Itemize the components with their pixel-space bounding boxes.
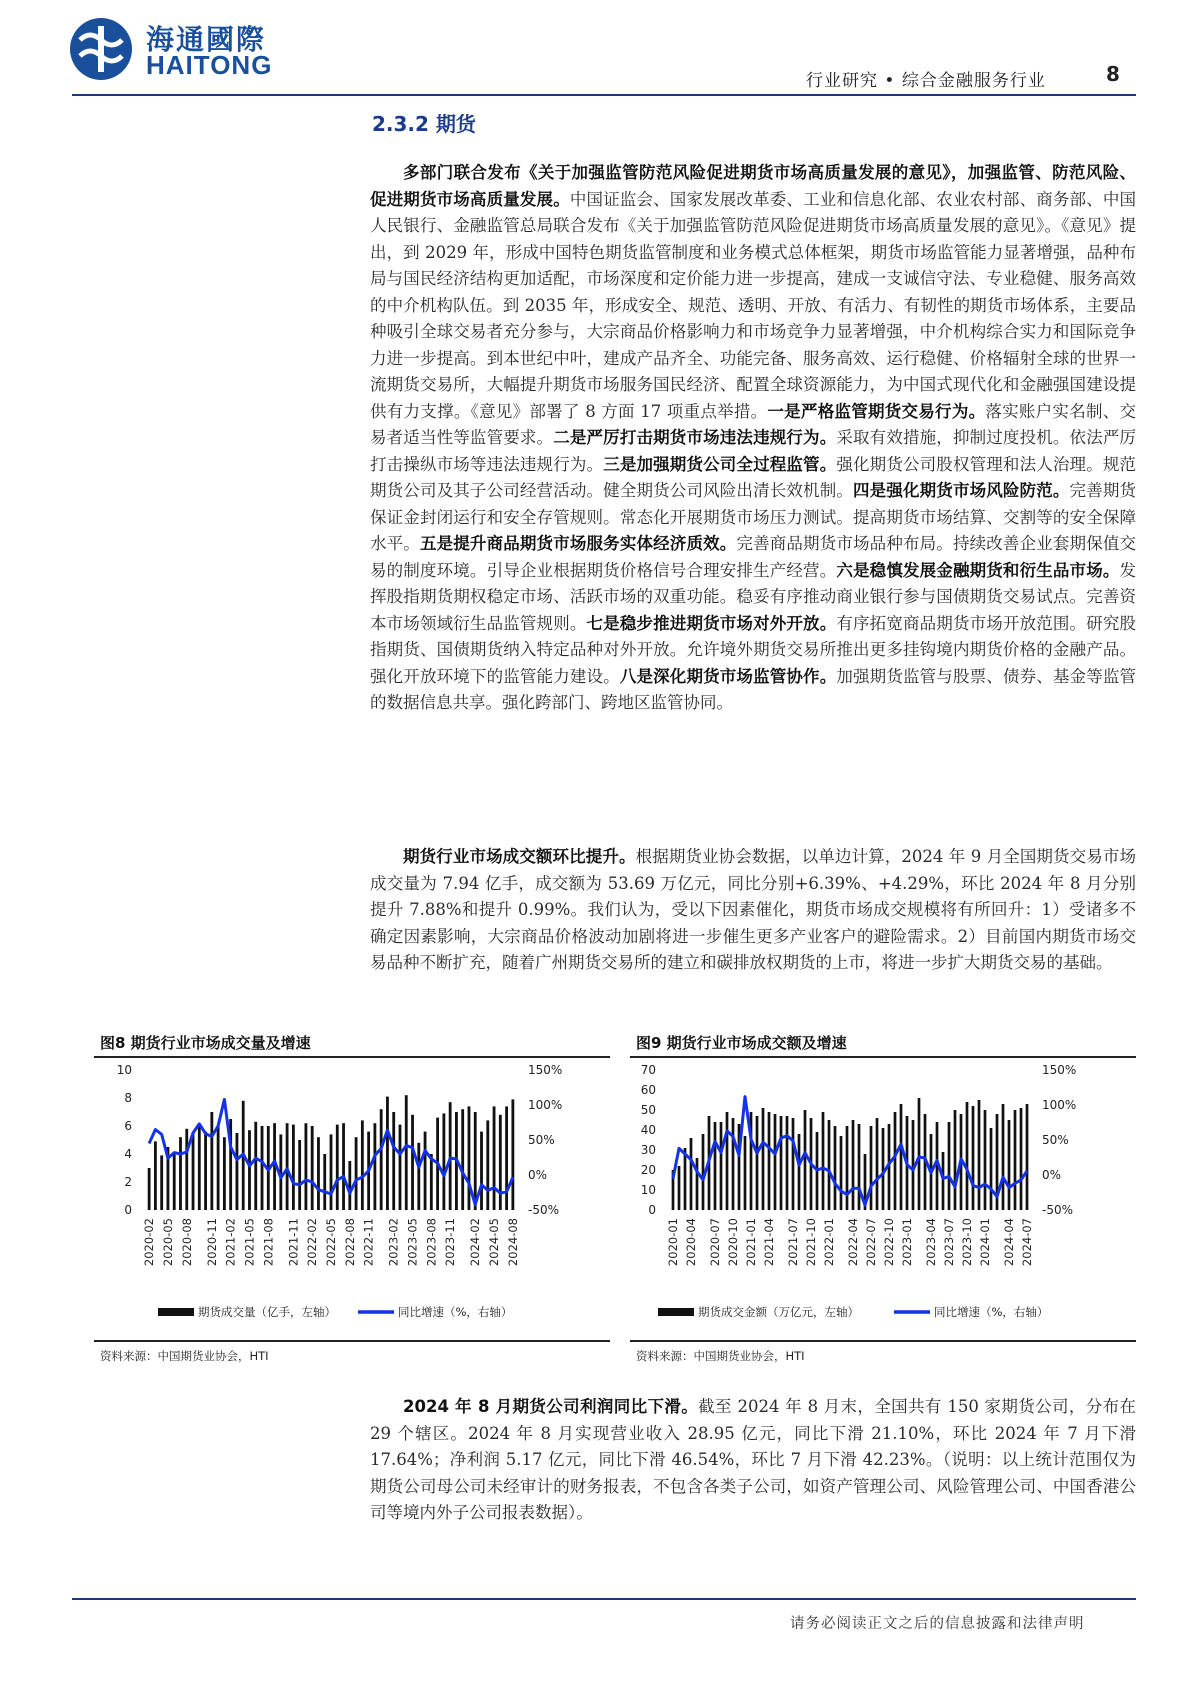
volume-bar xyxy=(417,1143,420,1210)
volume-bar xyxy=(690,1138,693,1210)
y-left-tick-label: 70 xyxy=(640,1063,656,1077)
logo-text-cn: 海通國際 xyxy=(146,23,267,56)
volume-bar xyxy=(1008,1120,1011,1210)
volume-bar xyxy=(192,1133,195,1210)
volume-bar xyxy=(430,1154,433,1210)
x-tick-label: 2023-02 xyxy=(386,1218,401,1267)
x-tick-label: 2021-05 xyxy=(242,1218,257,1267)
volume-bar xyxy=(804,1110,807,1210)
volume-bar xyxy=(185,1129,188,1210)
volume-bar xyxy=(173,1153,176,1210)
volume-bar xyxy=(179,1137,182,1210)
volume-bar xyxy=(918,1098,921,1210)
volume-bar xyxy=(474,1112,477,1210)
volume-bar xyxy=(714,1122,717,1210)
x-tick-label: 2024-04 xyxy=(1002,1218,1016,1267)
legend-line-label: 同比增速（%，右轴） xyxy=(398,1305,513,1319)
volume-bar xyxy=(774,1114,777,1210)
y-left-tick-label: 40 xyxy=(640,1123,656,1137)
volume-bar xyxy=(954,1110,957,1210)
volume-bar xyxy=(323,1154,326,1210)
volume-bar xyxy=(160,1155,163,1210)
y-left-tick-label: 0 xyxy=(648,1203,656,1217)
volume-bar xyxy=(317,1137,320,1210)
volume-bar xyxy=(405,1095,408,1210)
header xyxy=(0,0,1200,100)
volume-bar xyxy=(342,1123,345,1210)
volume-bar xyxy=(254,1122,257,1210)
y-right-tick-label: 150% xyxy=(1042,1063,1077,1077)
volume-bar xyxy=(493,1106,496,1210)
x-tick-label: 2023-08 xyxy=(424,1218,439,1267)
volume-bar xyxy=(1002,1104,1005,1210)
volume-bar xyxy=(236,1133,239,1210)
volume-bar xyxy=(223,1137,226,1210)
volume-bar xyxy=(336,1125,339,1210)
volume-bar xyxy=(894,1112,897,1210)
volume-bar xyxy=(217,1126,220,1210)
y-right-tick-label: 100% xyxy=(1042,1098,1077,1112)
volume-bar xyxy=(355,1137,358,1210)
paragraph-market-volume: 期货行业市场成交额环比提升。根据期货业协会数据，以单边计算，2024 年 9 月全国期货交易市场成交量为 7.94 亿手，成交额为 53.69 万亿元，同比分别+6.39%、+4.29%，环比 2024 年 8 月分别提升 7.88%和提升 0.99%。我们认为，受以下因素催化，期货市场成交规模将有所回升：1）受诸多不确定因素影响，大宗商品价格波动加剧将进一步催生更多产业客户的避险需求。2）目前国内期货市场交易品种不断扩充，随着广州期货交易所的建立和碳排放权期货的上市，将进一步扩大期货交易的基础。 xyxy=(370,847,1136,972)
volume-bar xyxy=(858,1124,861,1210)
y-right-tick-label: 150% xyxy=(528,1063,563,1077)
legend-bar-label: 期货成交金额（万亿元，左轴） xyxy=(698,1305,859,1319)
volume-bar xyxy=(900,1104,903,1210)
x-tick-label: 2020-04 xyxy=(684,1218,698,1267)
volume-bar xyxy=(1026,1104,1029,1210)
volume-bar xyxy=(840,1136,843,1210)
volume-bar xyxy=(380,1109,383,1210)
volume-bar xyxy=(696,1158,699,1210)
legend-line-label: 同比增速（%，右轴） xyxy=(934,1305,1049,1319)
x-tick-label: 2020-01 xyxy=(666,1218,680,1267)
volume-bar xyxy=(972,1106,975,1210)
volume-bar xyxy=(424,1132,427,1210)
y-left-tick-label: 0 xyxy=(124,1203,132,1217)
y-left-tick-label: 50 xyxy=(640,1103,656,1117)
volume-bar xyxy=(204,1132,207,1210)
volume-bar xyxy=(198,1126,201,1210)
y-left-tick-label: 2 xyxy=(124,1175,132,1189)
volume-bar xyxy=(768,1112,771,1210)
volume-bar xyxy=(726,1112,729,1210)
volume-bar xyxy=(449,1102,452,1210)
volume-bar xyxy=(984,1110,987,1210)
x-tick-label: 2024-02 xyxy=(468,1218,483,1267)
paragraph-company-profit: 2024 年 8 月期货公司利润同比下滑。截至 2024 年 8 月末，全国共有 150 家期货公司，分布在 29 个辖区。2024 年 8 月实现营业收入 28.95 亿元，同比下滑 21.10%，环比 2024 年 7 月下滑 17.64%；净利润 5.17 亿元，同比下滑 46.54%，环比 7 月下滑 42.23%。（说明：以上统计范围仅为期货公司母公司未经审计的财务报表，不包含各类子公司，如资产管理公司、风险管理公司、中国香港公司等境内外子公司报表数据）。 xyxy=(370,1397,1137,1522)
volume-bar xyxy=(298,1140,301,1210)
legend-bar-swatch xyxy=(658,1308,694,1316)
volume-chart xyxy=(94,1060,610,1340)
y-left-tick-label: 20 xyxy=(640,1163,656,1177)
x-tick-label: 2020-10 xyxy=(726,1218,740,1267)
volume-bar xyxy=(286,1123,289,1210)
figure-title: 图9 期货行业市场成交额及增速 xyxy=(636,1034,847,1052)
volume-bar xyxy=(846,1126,849,1210)
volume-bar xyxy=(392,1112,395,1210)
volume-bar xyxy=(684,1148,687,1210)
volume-bar xyxy=(411,1115,414,1210)
volume-bar xyxy=(373,1123,376,1210)
y-right-tick-label: 100% xyxy=(528,1098,563,1112)
volume-bar xyxy=(870,1126,873,1210)
x-tick-label: 2023-01 xyxy=(900,1218,914,1267)
header-divider xyxy=(72,94,1136,96)
y-right-tick-label: 0% xyxy=(1042,1168,1062,1182)
x-tick-label: 2021-02 xyxy=(223,1218,238,1267)
y-left-tick-label: 6 xyxy=(124,1119,132,1133)
x-tick-label: 2020-02 xyxy=(142,1218,157,1267)
volume-bar xyxy=(744,1136,747,1210)
x-tick-label: 2022-07 xyxy=(864,1218,878,1267)
x-tick-label: 2021-11 xyxy=(286,1218,301,1267)
volume-bar xyxy=(468,1106,471,1210)
figure-title-rule xyxy=(94,1056,610,1058)
y-left-tick-label: 60 xyxy=(640,1083,656,1097)
y-right-tick-label: -50% xyxy=(1042,1203,1074,1217)
volume-bar xyxy=(361,1120,364,1210)
volume-bar xyxy=(786,1116,789,1210)
volume-bar xyxy=(480,1132,483,1210)
x-tick-label: 2022-02 xyxy=(305,1218,320,1267)
y-right-tick-label: 0% xyxy=(528,1168,548,1182)
volume-bar xyxy=(942,1152,945,1210)
volume-bar xyxy=(511,1099,514,1210)
report-category: 行业研究 • 综合金融服务行业 xyxy=(806,71,1046,91)
volume-bar xyxy=(828,1120,831,1210)
volume-bar xyxy=(1020,1108,1023,1210)
section-title: 2.3.2 期货 xyxy=(372,112,476,136)
volume-bar xyxy=(348,1161,351,1210)
footer-disclaimer: 请务必阅读正文之后的信息披露和法律声明 xyxy=(790,1616,1085,1632)
x-tick-label: 2020-07 xyxy=(708,1218,722,1267)
paragraph-regulation: 多部门联合发布《关于加强监管防范风险促进期货市场高质量发展的意见》，加强监管、防范风险、促进期货市场高质量发展。中国证监会、国家发展改革委、工业和信息化部、农业农村部、商务部、中国人民银行、金融监管总局联合发布《关于加强监管防范风险促进期货市场高质量发展的意见》。《意见》提出，到 2029 年，形成中国特色期货监管制度和业务模式总体框架，期货市场监管能力显著增强，品种布局与国民经济结构更加适配，市场深度和定价能力进一步提高，建成一支诚信守法、专业稳健、服务高效的中介机构队伍。到 2035 年，形成安全、规范、透明、开放、有活力、有韧性的期货市场体系，主要品种吸引全球交易者充分参与，大宗商品价格影响力和市场竞争力显著增强，中介机构综合实力和国际竞争力进一步提高。到本世纪中叶，建成产品齐全、功能完备、服务高效、运行稳健、价格辐射全球的世界一流期货交易所，大幅提升期货市场服务国民经济、配置全球资源能力，为中国式现代化和金融强国建设提供有力支撑。《意见》部署了 8 方面 17 项重点举措。一是严格监管期货交易行为。落实账户实名制、交易者适当性等监管要求。二是严厉打击期货市场违法违规行为。采取有效措施，抑制过度投机。依法严厉打击操纵市场等违法违规行为。三是加强期货公司全过程监管。强化期货公司股权管理和法人治理。规范期货公司及其子公司经营活动。健全期货公司风险出清长效机制。四是强化期货市场风险防范。完善期货保证金封闭运行和安全存管规则。常态化开展期货市场压力测试。提高期货市场结算、交割等的安全保障水平。五是提升商品期货市场服务实体经济质效。完善商品期货市场品种布局。持续改善企业套期保值交易的制度环境。引导企业根据期货价格信号合理安排生产经营。六是稳慎发展金融期货和衍生品市场。发挥股指期货期权稳定市场、活跃市场的双重功能。稳妥有序推动商业银行参与国债期货交易试点。完善资本市场领域衍生品监管规则。七是稳步推进期货市场对外开放。有序拓宽商品期货市场开放范围。研究股指期货、国债期货纳入特定品种对外开放。允许境外期货交易所推出更多挂钩境内期货价格的金融产品。强化开放环境下的监管能力建设。八是深化期货市场监管协作。加强期货监管与股票、债券、基金等监管的数据信息共享。强化跨部门、跨地区监管协同。 xyxy=(370,163,1137,712)
volume-bar xyxy=(978,1100,981,1210)
volume-bar xyxy=(261,1126,264,1210)
volume-bar xyxy=(386,1097,389,1210)
x-tick-label: 2022-11 xyxy=(361,1218,376,1267)
volume-bar xyxy=(305,1123,308,1210)
x-tick-label: 2022-10 xyxy=(882,1218,896,1267)
volume-bar xyxy=(499,1115,502,1210)
y-right-tick-label: 50% xyxy=(528,1133,555,1147)
x-tick-label: 2022-05 xyxy=(324,1218,338,1267)
x-tick-label: 2020-11 xyxy=(204,1218,219,1267)
volume-bar xyxy=(1014,1110,1017,1210)
volume-bar xyxy=(852,1120,855,1210)
x-tick-label: 2020-05 xyxy=(160,1218,175,1267)
volume-bar xyxy=(834,1126,837,1210)
y-left-tick-label: 8 xyxy=(124,1091,132,1105)
footer-divider xyxy=(72,1598,1136,1600)
figure-bottom-rule xyxy=(94,1340,610,1342)
y-right-tick-label: 50% xyxy=(1042,1133,1069,1147)
x-tick-label: 2022-01 xyxy=(822,1218,836,1267)
x-tick-label: 2024-08 xyxy=(505,1218,520,1267)
volume-bar xyxy=(882,1128,885,1210)
figure-9 xyxy=(630,1028,1136,1368)
volume-bar xyxy=(990,1128,993,1210)
volume-bar xyxy=(399,1125,402,1210)
haitong-logo-icon xyxy=(68,16,134,82)
volume-bar xyxy=(461,1109,464,1210)
x-tick-label: 2023-11 xyxy=(443,1218,458,1267)
figure-source: 资料来源：中国期货业协会，HTI xyxy=(636,1349,805,1363)
x-tick-label: 2024-07 xyxy=(1020,1218,1034,1267)
volume-bar xyxy=(780,1116,783,1210)
turnover-chart xyxy=(630,1060,1136,1340)
volume-bar xyxy=(330,1134,333,1210)
y-left-tick-label: 4 xyxy=(124,1147,132,1161)
y-right-tick-label: -50% xyxy=(528,1203,560,1217)
volume-bar xyxy=(948,1122,951,1210)
x-tick-label: 2022-08 xyxy=(342,1218,357,1267)
volume-bar xyxy=(486,1120,489,1210)
volume-bar xyxy=(678,1166,681,1210)
x-tick-label: 2021-04 xyxy=(762,1218,776,1267)
x-tick-label: 2023-10 xyxy=(960,1218,974,1267)
x-tick-label: 2021-01 xyxy=(744,1218,758,1267)
volume-bar xyxy=(876,1118,879,1210)
x-tick-label: 2021-07 xyxy=(786,1218,800,1267)
y-left-tick-label: 10 xyxy=(640,1183,656,1197)
logo-text-en: HAITONG xyxy=(146,50,273,80)
volume-bar xyxy=(732,1118,735,1210)
volume-bar xyxy=(292,1125,295,1210)
lead-company-profit: 2024 年 8 月期货公司利润同比下滑。 xyxy=(403,1397,699,1416)
figure-source: 资料来源：中国期货业协会，HTI xyxy=(100,1349,269,1363)
x-tick-label: 2021-08 xyxy=(261,1218,276,1267)
volume-bar xyxy=(822,1112,825,1210)
x-tick-label: 2024-01 xyxy=(978,1218,992,1267)
page-number: 8 xyxy=(1106,62,1120,86)
x-tick-label: 2023-04 xyxy=(924,1218,938,1267)
x-tick-label: 2024-05 xyxy=(487,1218,502,1267)
lead-regulation: 多部门联合发布《关于加强监管防范风险促进期货市场高质量发展的意见》，加强监管、防范风险、促进期货市场高质量发展。 xyxy=(370,163,1136,209)
volume-bar xyxy=(792,1118,795,1210)
volume-bar xyxy=(248,1130,251,1210)
x-tick-label: 2023-07 xyxy=(942,1218,956,1267)
figure-bottom-rule xyxy=(630,1340,1136,1342)
volume-bar xyxy=(798,1134,801,1210)
volume-bar xyxy=(966,1102,969,1210)
y-left-tick-label: 10 xyxy=(116,1063,132,1077)
volume-bar xyxy=(311,1126,314,1210)
volume-bar xyxy=(505,1106,508,1210)
figure-8 xyxy=(94,1028,610,1368)
volume-bar xyxy=(148,1168,151,1210)
lead-market-volume: 期货行业市场成交额环比提升。 xyxy=(403,847,636,866)
x-tick-label: 2022-04 xyxy=(846,1218,860,1267)
figure-title-rule xyxy=(630,1056,1136,1058)
figure-title: 图8 期货行业市场成交量及增速 xyxy=(100,1034,311,1052)
volume-bar xyxy=(154,1141,157,1210)
x-tick-label: 2023-05 xyxy=(405,1218,420,1267)
volume-bar xyxy=(720,1122,723,1210)
volume-bar xyxy=(756,1116,759,1210)
y-left-tick-label: 30 xyxy=(640,1143,656,1157)
x-tick-label: 2021-10 xyxy=(804,1218,818,1267)
legend-bar-label: 期货成交量（亿手，左轴） xyxy=(198,1305,336,1319)
volume-bar xyxy=(210,1112,213,1210)
x-tick-label: 2020-08 xyxy=(179,1218,194,1267)
volume-bar xyxy=(442,1113,445,1210)
volume-bar xyxy=(762,1108,765,1210)
legend-bar-swatch xyxy=(158,1308,194,1316)
